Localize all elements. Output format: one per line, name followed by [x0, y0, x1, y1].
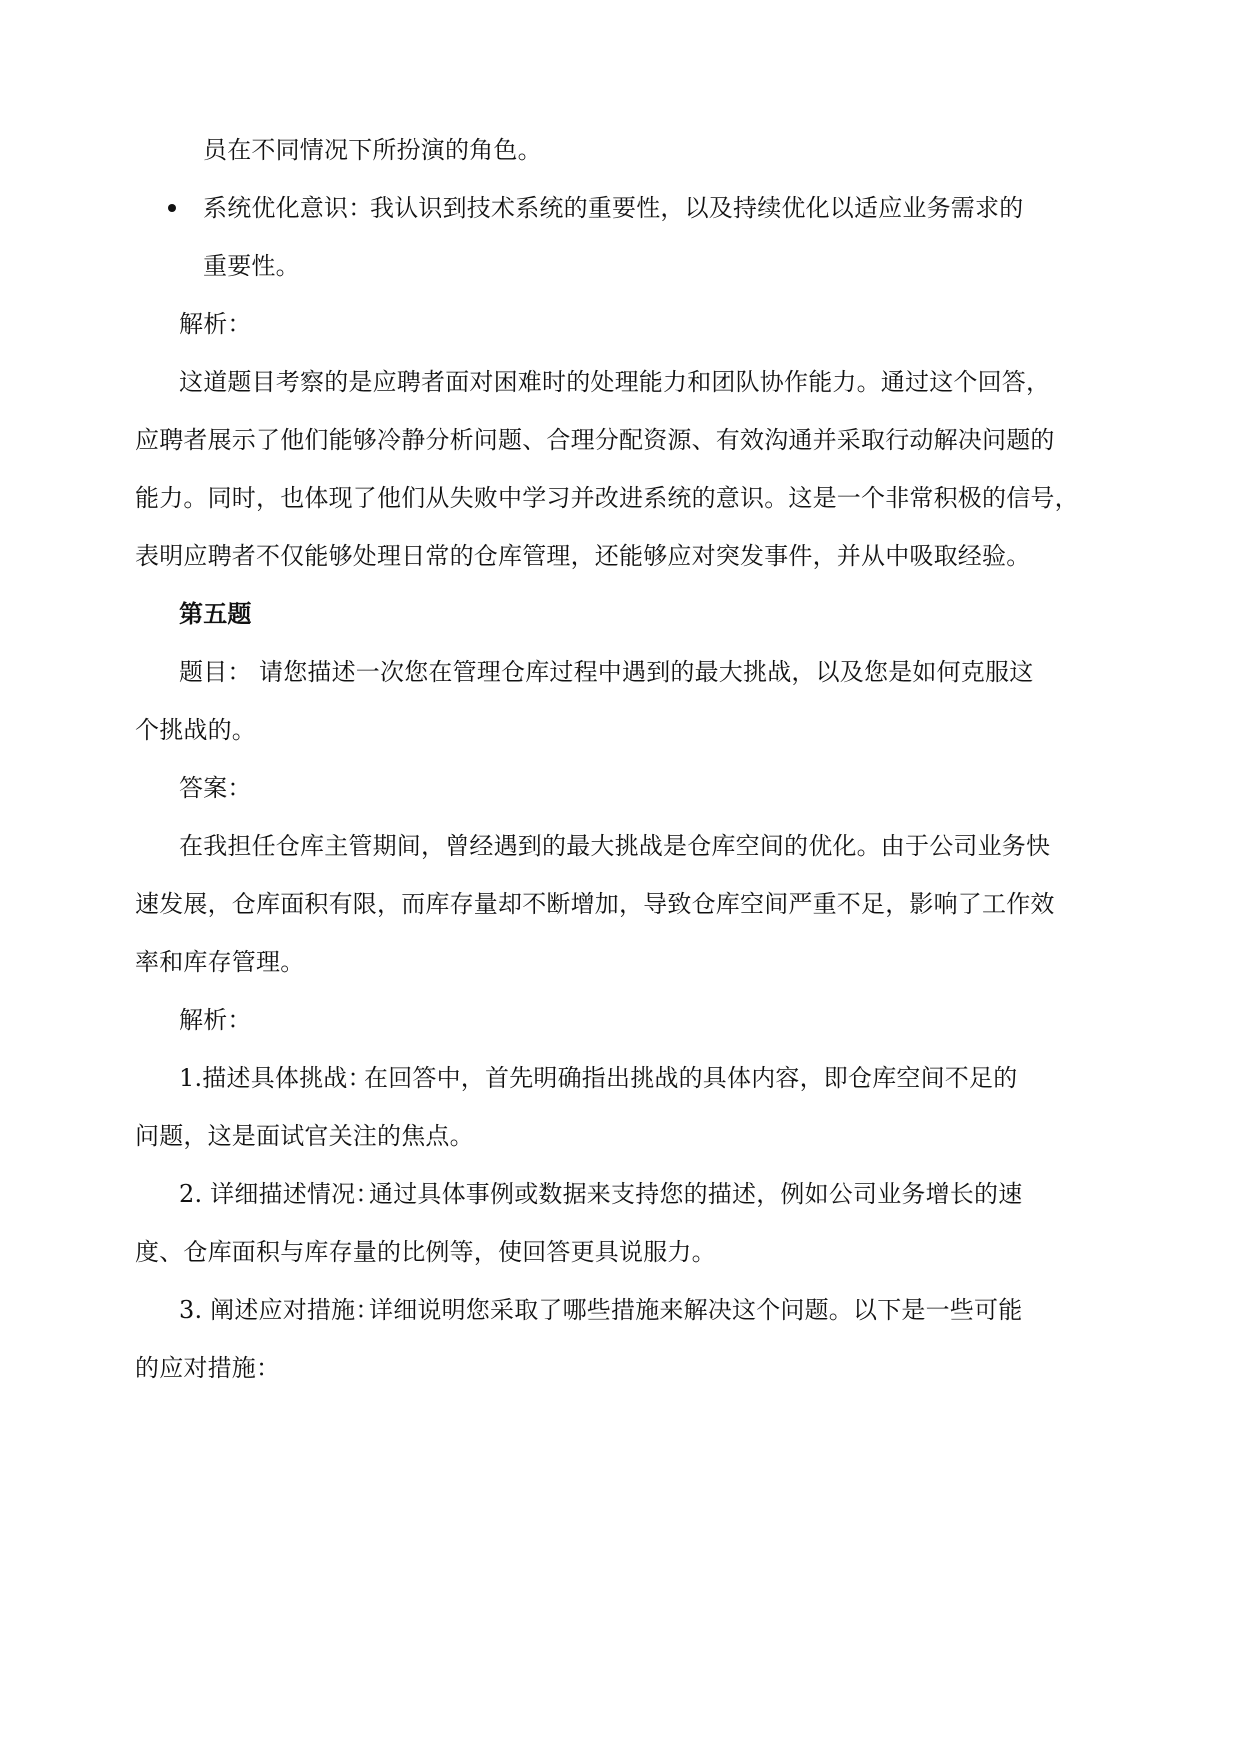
analysis-paragraph-line: 能力。同时，也体现了他们从失败中学习并改进系统的意识。这是一个非常积极的信号，	[135, 484, 1079, 512]
bullet-item-text: 我认识到技术系统的重要性，以及持续优化以适应业务需求的	[370, 194, 1024, 222]
point-text: 在回答中，首先明确指出挑战的具体内容，即仓库空间不足的	[364, 1064, 1018, 1092]
analysis-paragraph-line: 应聘者展示了他们能够冷静分析问题、合理分配资源、有效沟通并采取行动解决问题的	[135, 426, 1055, 454]
point-label: 1.描述具体挑战：	[179, 1064, 372, 1092]
point-text: 通过具体事例或数据来支持您的描述，例如公司业务增长的速	[369, 1180, 1023, 1208]
point-text-continued: 的应对措施：	[135, 1354, 281, 1382]
point-text-continued: 问题，这是面试官关注的焦点。	[135, 1122, 474, 1150]
answer-label: 答案：	[179, 774, 252, 802]
analysis-label: 解析：	[179, 310, 252, 338]
point-label: 2. 详细描述情况：	[179, 1180, 380, 1208]
point-text: 详细说明您采取了哪些措施来解决这个问题。以下是一些可能	[369, 1296, 1023, 1324]
bullet-dot-icon	[168, 204, 176, 212]
section-heading: 第五题	[179, 599, 252, 628]
analysis-paragraph-line: 这道题目考察的是应聘者面对困难时的处理能力和团队协作能力。通过这个回答，	[179, 368, 1051, 396]
answer-paragraph-line: 在我担任仓库主管期间，曾经遇到的最大挑战是仓库空间的优化。由于公司业务快	[179, 832, 1051, 860]
point-label: 3. 阐述应对措施：	[179, 1296, 380, 1324]
point-text-continued: 度、仓库面积与库存量的比例等，使回答更具说服力。	[135, 1238, 716, 1266]
analysis-paragraph-line: 表明应聘者不仅能够处理日常的仓库管理，还能够应对突发事件，并从中吸取经验。	[135, 542, 1031, 570]
question-text: 请您描述一次您在管理仓库过程中遇到的最大挑战，以及您是如何克服这	[259, 658, 1034, 686]
question-text-continued: 个挑战的。	[135, 716, 256, 744]
question-label: 题目：	[179, 658, 252, 686]
answer-paragraph-line: 速发展，仓库面积有限，而库存量却不断增加，导致仓库空间严重不足，影响了工作效	[135, 890, 1055, 918]
bullet-item-text-continued: 重要性。	[203, 252, 300, 280]
bullet-item-label: 系统优化意识：	[203, 194, 373, 222]
analysis-label: 解析：	[179, 1006, 252, 1034]
bullet-continuation-text: 员在不同情况下所扮演的角色。	[203, 136, 542, 164]
answer-paragraph-line: 率和库存管理。	[135, 948, 305, 976]
